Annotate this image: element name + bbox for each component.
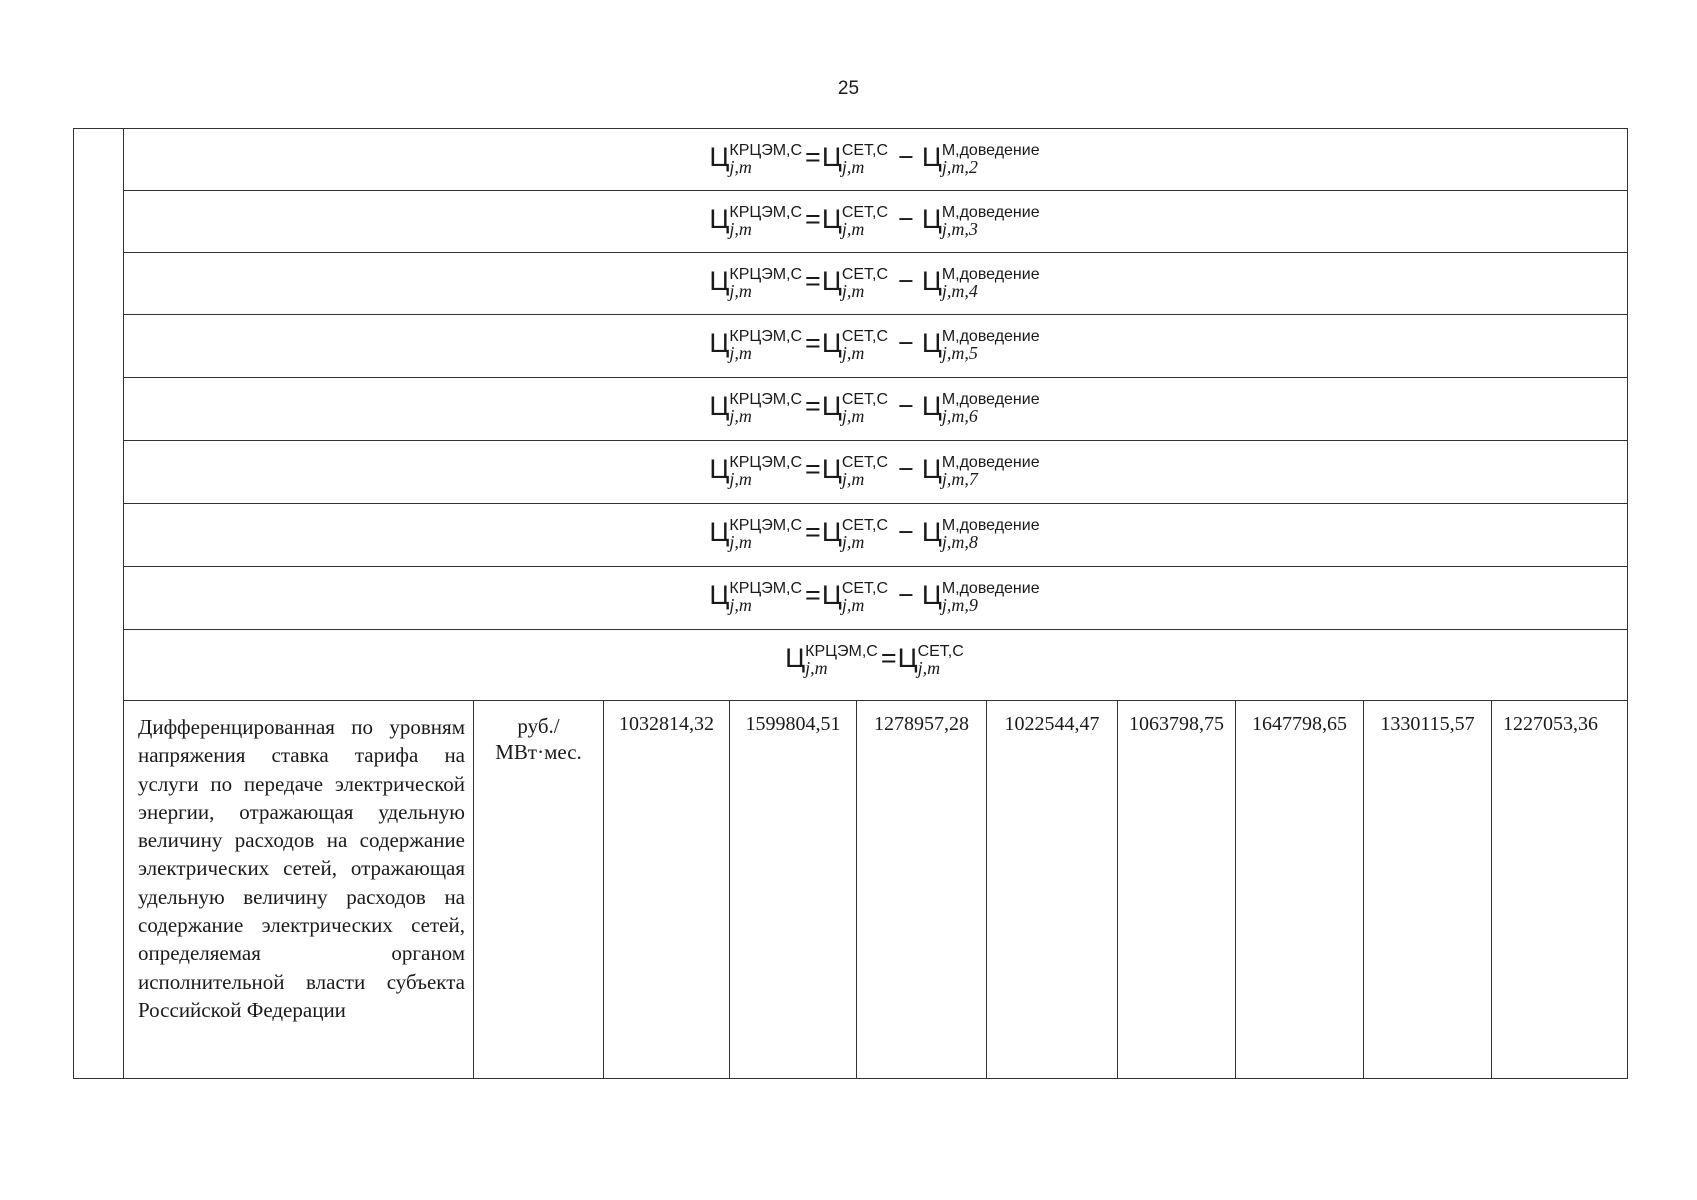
formula-superscript: СЕТ,С xyxy=(841,266,889,283)
formula-subscript: j,m,6 xyxy=(941,406,978,426)
formula xyxy=(124,328,1627,362)
formula-symbol: Ц xyxy=(709,454,730,484)
formula-subscript: j,m xyxy=(729,219,752,239)
formula-superscript: КРЦЭМ,С xyxy=(729,328,803,345)
formula-subscript: j,m xyxy=(841,469,865,489)
formula-operator: = xyxy=(805,266,821,296)
formula-operator: = xyxy=(805,454,821,484)
formula-symbol: Ц xyxy=(921,454,942,484)
formula-operator: = xyxy=(805,142,821,172)
formula-operator: = xyxy=(805,391,821,421)
formula-superscript: М,доведение xyxy=(941,204,1040,221)
formula-subscript: j,m xyxy=(729,157,752,177)
formula-subscript: j,m,7 xyxy=(941,469,978,489)
formula-symbol: Ц xyxy=(821,204,842,234)
formula-superscript: СЕТ,С xyxy=(841,328,889,345)
formula xyxy=(124,580,1627,614)
left-column-strip xyxy=(74,129,124,1078)
formula-superscript: КРЦЭМ,С xyxy=(729,266,803,283)
formula-operator: − xyxy=(898,391,914,421)
formula-subscript: j,m xyxy=(729,532,752,552)
formula-symbol: Ц xyxy=(709,580,730,610)
formula-operator: − xyxy=(898,266,914,296)
formula-subscript: j,m xyxy=(729,469,752,489)
formula xyxy=(124,643,1627,677)
formula-subscript: j,m xyxy=(917,658,941,678)
formula-superscript: СЕТ,С xyxy=(841,142,889,159)
formula-superscript: КРЦЭМ,С xyxy=(729,391,803,408)
formula-superscript: М,доведение xyxy=(941,266,1040,283)
formula-symbol: Ц xyxy=(897,643,918,673)
formula-operator: = xyxy=(880,643,897,673)
formula-symbol: Ц xyxy=(709,266,730,296)
value-cell: 1227053,36 xyxy=(1503,713,1598,735)
formula-operator: − xyxy=(898,328,914,358)
formula-symbol: Ц xyxy=(821,391,842,421)
formula-superscript: М,доведение xyxy=(941,391,1040,408)
formula-row xyxy=(124,378,1627,441)
formula-superscript: КРЦЭМ,С xyxy=(729,580,803,597)
formula-subscript: j,m xyxy=(841,532,865,552)
value-cell: 1063798,75 xyxy=(1118,701,1236,1078)
formula-subscript: j,m xyxy=(729,343,752,363)
formula-superscript: М,доведение xyxy=(941,580,1040,597)
formula-superscript: КРЦЭМ,С xyxy=(805,643,878,660)
formula-subscript: j,m xyxy=(729,595,752,615)
formula-symbol: Ц xyxy=(921,204,942,234)
formula-superscript: СЕТ,С xyxy=(841,391,889,408)
formula-superscript: М,доведение xyxy=(941,454,1040,471)
formula-subscript: j,m,2 xyxy=(941,157,978,177)
formula-superscript: М,доведение xyxy=(941,517,1040,534)
formula-row xyxy=(124,315,1627,378)
unit-line-2: МВт·мес. xyxy=(495,740,582,764)
formula-symbol: Ц xyxy=(821,580,842,610)
formula-symbol: Ц xyxy=(921,517,942,547)
formula-row xyxy=(124,253,1627,315)
page-number: 25 xyxy=(837,78,860,99)
value-cell: 1032814,32 xyxy=(604,701,730,1078)
formula-symbol: Ц xyxy=(821,328,842,358)
rate-description-cell: Дифференцированная по уровням напряжения ставка тарифа на услуги по передаче электрической энергии, отражающая удельную величину расходов на содержание электрических сетей, отражающая удельную величину расходов на содержание электрических сетей, определяемая органом исполнительной власти субъекта Российской Федерации xyxy=(124,701,474,1078)
formula-symbol: Ц xyxy=(821,266,842,296)
formula-symbol: Ц xyxy=(709,142,730,172)
formula-superscript: М,доведение xyxy=(941,142,1040,159)
tariff-table xyxy=(73,128,1628,1079)
formula-symbol: Ц xyxy=(821,454,842,484)
formula-superscript: СЕТ,С xyxy=(841,517,889,534)
formula-row xyxy=(124,567,1627,630)
formula-operator: − xyxy=(898,204,914,234)
formula-subscript: j,m,8 xyxy=(941,532,978,552)
formula-subscript: j,m xyxy=(841,281,865,301)
formula-subscript: j,m xyxy=(729,281,752,301)
formula-subscript: j,m xyxy=(841,219,865,239)
formula xyxy=(124,204,1627,238)
formula-superscript: СЕТ,С xyxy=(841,204,889,221)
formula-symbol: Ц xyxy=(709,328,730,358)
formula-operator: − xyxy=(898,517,914,547)
formula-symbol: Ц xyxy=(921,266,942,296)
formula-row xyxy=(124,191,1627,253)
formula-operator: = xyxy=(805,204,821,234)
formula-subscript: j,m,4 xyxy=(941,281,978,301)
formula-symbol: Ц xyxy=(821,517,842,547)
unit-cell xyxy=(474,701,604,1078)
formula-subscript: j,m xyxy=(841,343,865,363)
formula-superscript: СЕТ,С xyxy=(917,643,964,660)
formula-subscript: j,m,5 xyxy=(941,343,978,363)
unit-line-1: руб./ xyxy=(517,714,560,738)
value-cell: 1647798,65 xyxy=(1236,701,1364,1078)
value-cell: 1278957,28 xyxy=(857,701,987,1078)
formula-superscript: КРЦЭМ,С xyxy=(729,517,803,534)
formula xyxy=(124,391,1627,425)
formula-subscript: j,m xyxy=(841,157,865,177)
formula-subscript: j,m,3 xyxy=(941,219,978,239)
formula-symbol: Ц xyxy=(921,328,942,358)
formula-operator: = xyxy=(805,580,821,610)
formula-superscript: СЕТ,С xyxy=(841,454,889,471)
formula-operator: = xyxy=(805,328,821,358)
formula-row xyxy=(124,504,1627,567)
formula xyxy=(124,266,1627,300)
formula-symbol: Ц xyxy=(709,391,730,421)
formula-subscript: j,m xyxy=(841,595,865,615)
formula-operator: − xyxy=(898,580,914,610)
formula-subscript: j,m xyxy=(841,406,865,426)
value-cell: 1022544,47 xyxy=(987,701,1118,1078)
formula-superscript: КРЦЭМ,С xyxy=(729,204,803,221)
formula-row xyxy=(124,441,1627,504)
formula-row xyxy=(124,129,1627,191)
tariff-data-row xyxy=(124,701,1627,1078)
formula-symbol: Ц xyxy=(921,391,942,421)
formula-symbol: Ц xyxy=(921,142,942,172)
formula-row xyxy=(124,630,1627,701)
formula-superscript: СЕТ,С xyxy=(841,580,889,597)
formula xyxy=(124,517,1627,551)
formula-superscript: КРЦЭМ,С xyxy=(729,454,803,471)
formula-symbol: Ц xyxy=(709,204,730,234)
formula-subscript: j,m xyxy=(805,658,828,678)
formula-symbol: Ц xyxy=(921,580,942,610)
formula xyxy=(124,454,1627,488)
formula-superscript: КРЦЭМ,С xyxy=(729,142,803,159)
formula-subscript: j,m,9 xyxy=(941,595,978,615)
formula xyxy=(124,142,1627,176)
formula-operator: − xyxy=(898,142,914,172)
formula-symbol: Ц xyxy=(709,517,730,547)
formula-subscript: j,m xyxy=(729,406,752,426)
formula-superscript: М,доведение xyxy=(941,328,1040,345)
formula-symbol: Ц xyxy=(785,643,806,673)
formula-symbol: Ц xyxy=(821,142,842,172)
value-cell: 1599804,51 xyxy=(730,701,857,1078)
formula-operator: − xyxy=(898,454,914,484)
value-cell: 1330115,57 xyxy=(1364,701,1492,1078)
formula-operator: = xyxy=(805,517,821,547)
